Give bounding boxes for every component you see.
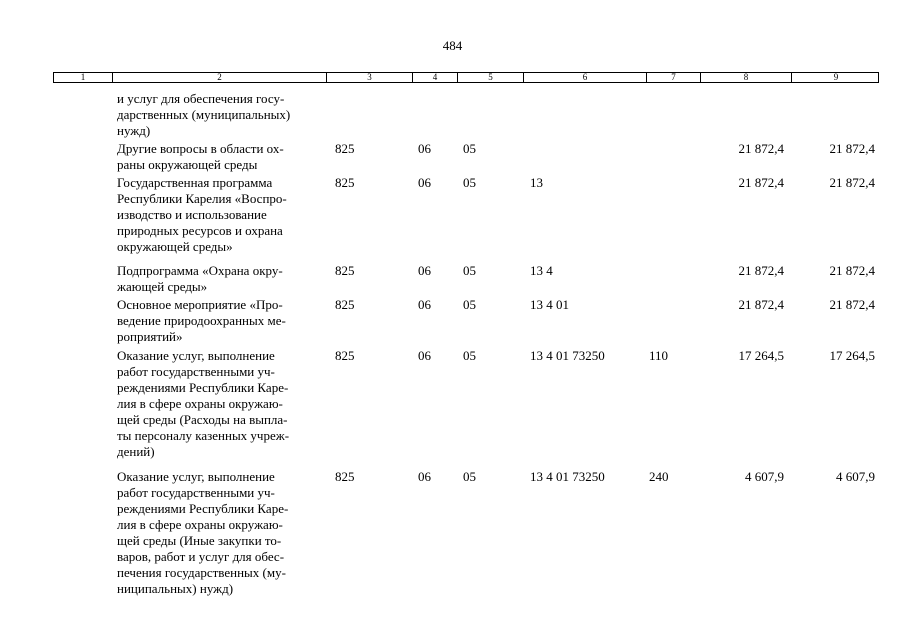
page-number: 484	[442, 38, 463, 53]
row-col-6: 13	[530, 175, 543, 190]
row-col-9: 17 264,5	[829, 348, 875, 363]
row-col-9: 21 872,4	[829, 263, 875, 278]
column-header-3: 3	[326, 73, 412, 82]
row-col-5: 05	[463, 141, 476, 156]
row-col-9: 21 872,4	[829, 175, 875, 190]
row-col-9: 21 872,4	[829, 141, 875, 156]
row-description: Государственная программа Республики Карелия «Воспро- изводство и использование природных ресурсов и охрана окружающей среды»	[117, 175, 287, 254]
row-col-6: 13 4 01 73250	[530, 348, 605, 363]
column-header-7: 7	[646, 73, 700, 82]
row-col-5: 05	[463, 297, 476, 312]
row-col-3: 825	[335, 141, 355, 156]
column-header-2: 2	[112, 73, 326, 82]
column-header-6: 6	[523, 73, 646, 82]
row-description: и услуг для обеспечения госу- дарственных (муниципальных) нужд)	[117, 91, 291, 138]
column-header-8: 8	[700, 73, 791, 82]
row-description: Основное мероприятие «Про- ведение природоохранных ме- роприятий»	[117, 297, 286, 344]
row-col-5: 05	[463, 175, 476, 190]
row-col-4: 06	[418, 263, 431, 278]
row-col-5: 05	[463, 348, 476, 363]
row-col-6: 13 4 01	[530, 297, 569, 312]
row-col-3: 825	[335, 348, 355, 363]
row-col-8: 21 872,4	[738, 263, 784, 278]
row-col-4: 06	[418, 175, 431, 190]
column-header-5: 5	[457, 73, 523, 82]
row-col-4: 06	[418, 348, 431, 363]
row-col-7: 240	[649, 469, 669, 484]
row-col-4: 06	[418, 141, 431, 156]
row-col-8: 17 264,5	[738, 348, 784, 363]
row-col-9: 21 872,4	[829, 297, 875, 312]
row-col-5: 05	[463, 263, 476, 278]
column-header-1: 1	[80, 72, 86, 82]
row-col-8: 21 872,4	[738, 297, 784, 312]
row-col-8: 4 607,9	[745, 469, 784, 484]
column-header-4: 4	[412, 73, 457, 82]
row-col-3: 825	[335, 469, 355, 484]
row-col-7: 110	[649, 348, 669, 363]
table-header	[53, 72, 879, 83]
column-header-9: 9	[791, 73, 880, 82]
row-description: Подпрограмма «Охрана окру- жающей среды»	[117, 263, 283, 294]
row-col-3: 825	[335, 297, 355, 312]
row-col-3: 825	[335, 175, 355, 190]
row-col-4: 06	[418, 297, 431, 312]
row-description: Оказание услуг, выполнение работ государственными уч- реждениями Республики Каре- лия в сфере охраны окружаю- щей среды (Расходы на выпла- ты персоналу казенных учреж- дений)	[117, 348, 290, 459]
row-description: Оказание услуг, выполнение работ государственными уч- реждениями Республики Каре- лия в сфере охраны окружаю- щей среды (Иные закупки то- варов, работ и услуг для обес- печения государственных (му- ниципальных) нужд)	[117, 469, 289, 596]
row-col-6: 13 4	[530, 263, 553, 278]
row-col-9: 4 607,9	[836, 469, 875, 484]
row-col-8: 21 872,4	[738, 175, 784, 190]
row-col-6: 13 4 01 73250	[530, 469, 605, 484]
row-col-8: 21 872,4	[738, 141, 784, 156]
row-col-4: 06	[418, 469, 431, 484]
row-col-3: 825	[335, 263, 355, 278]
row-description: Другие вопросы в области ох- раны окружающей среды	[117, 141, 284, 172]
row-col-5: 05	[463, 469, 476, 484]
